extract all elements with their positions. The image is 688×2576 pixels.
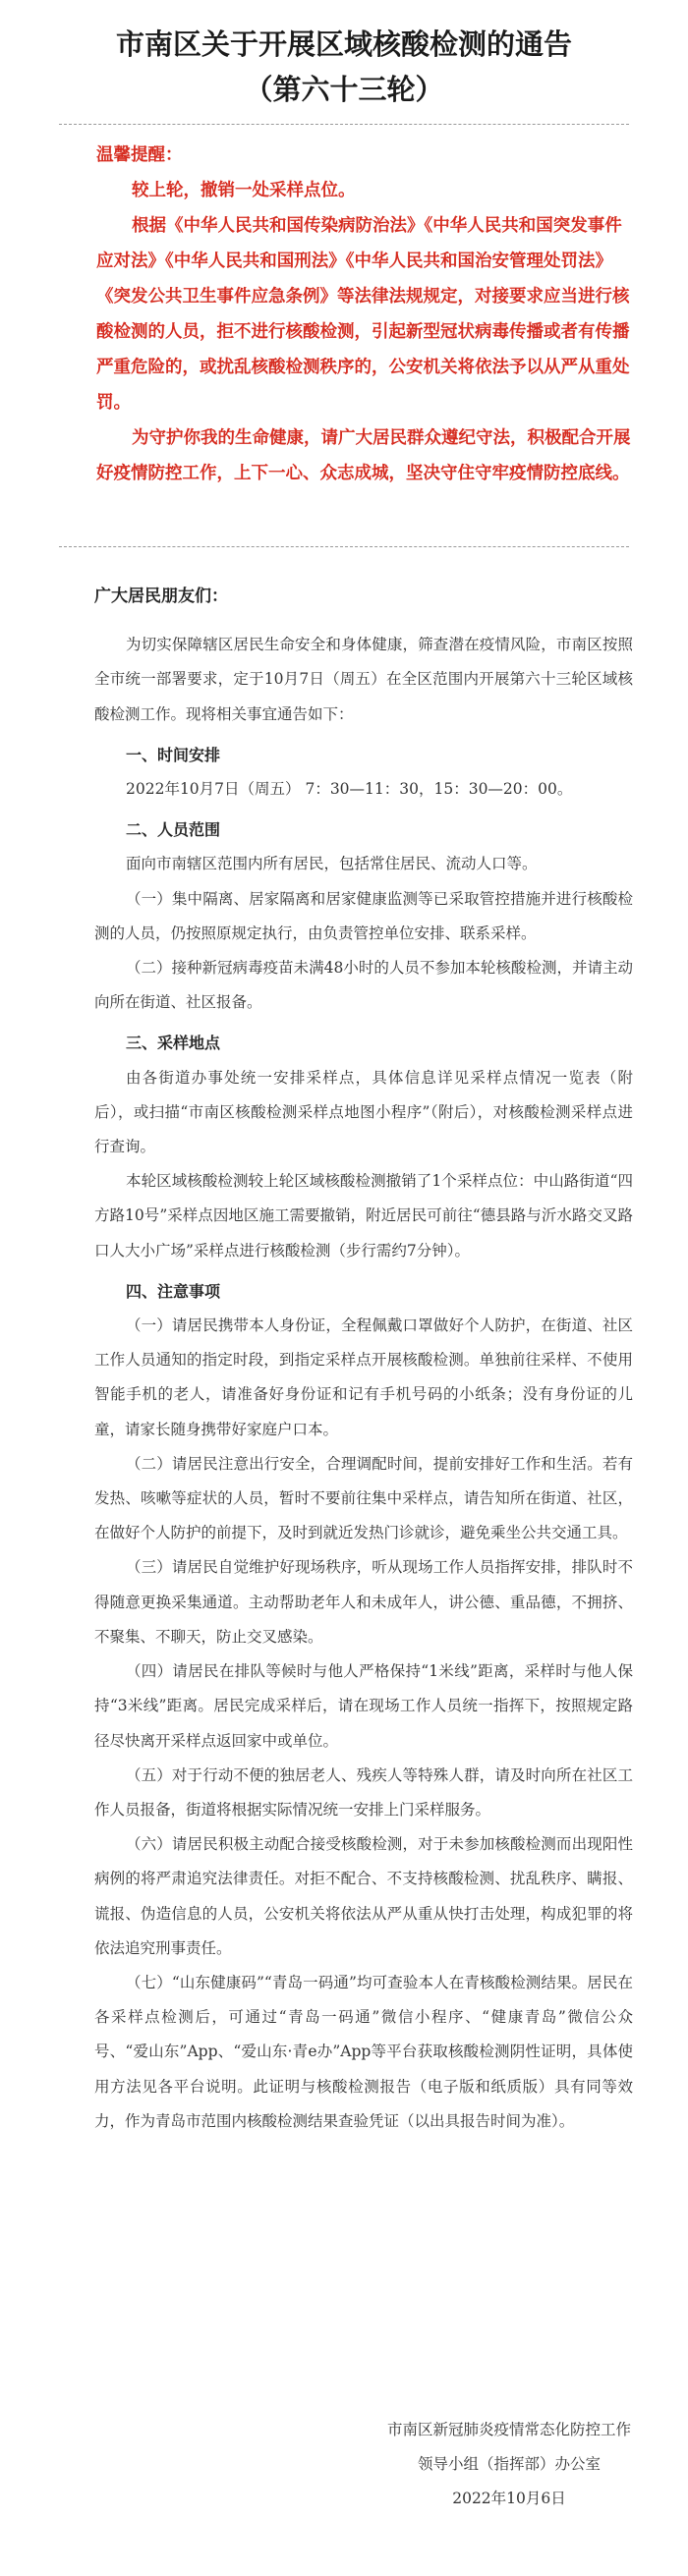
notes-item-3: （三）请居民自觉维护好现场秩序，听从现场工作人员指挥安排，排队时不得随意更换采集通道。主动帮助老年人和未成年人，讲公德、重品德，不拥挤、不聚集、不聊天，防止交叉感染。 <box>94 1558 633 1646</box>
notes-item-6: （六）请居民积极主动配合接受核酸检测，对于未参加核酸检测而出现阳性病例的将严肃追究法律责任。对拒不配合、不支持核酸检测、扰乱秩序、瞒报、谎报、伪造信息的人员，公安机关将依法从严从重从快打击处理，构成犯罪的将依法追究刑事责任。 <box>94 1835 633 1957</box>
reminder-p1: 较上轮，撤销一处采样点位。 <box>132 181 356 200</box>
notes-item-4: （四）请居民在排队等候时与他人严格保持“1米线”距离，采样时与他人保持“3米线”距离。居民完成采样后，请在现场工作人员统一指挥下，按照规定路径尽快离开采样点返回家中或单位。 <box>94 1662 633 1750</box>
notes-item-2: （二）请居民注意出行安全，合理调配时间，提前安排好工作和生活。若有发热、咳嗽等症状的人员，暂时不要前往集中采样点，请告知所在街道、社区，在做好个人防护的前提下，及时到就近发热门诊就诊，避免乘坐公共交通工具。 <box>94 1454 633 1542</box>
signature-org-line-2: 领导小组（指挥部）办公室 <box>417 2455 601 2473</box>
section-people-title: 二、人员范围 <box>126 820 221 840</box>
warm-reminder <box>96 138 632 491</box>
signature-org-line-1: 市南区新冠肺炎疫情常态化防控工作 <box>386 2421 631 2438</box>
section-time-title: 一、时间安排 <box>126 745 221 764</box>
section-people-p2: （二）接种新冠病毒疫苗未满48小时的人员不参加本轮核酸检测，并请主动向所在街道、社区报备。 <box>94 959 633 1012</box>
reminder-p2: 根据《中华人民共和国传染病防治法》《中华人民共和国突发事件应对法》《中华人民共和国刑法》《中华人民共和国治安管理处罚法》《突发公共卫生事件应急条例》等法律法规规定，对接要求应当进行核酸检测的人员，拒不进行核酸检测，引起新型冠状病毒传播或者有传播严重危险的，或扰乱核酸检测秩序的，公安机关将依法予以从严从重处罚。 <box>96 216 630 413</box>
notes-item-7: （七）“山东健康码”“青岛一码通”均可查验本人在青核酸检测结果。居民在各采样点检测后，可通过“青岛一码通”微信小程序、“健康青岛”微信公众号、“爱山东”App、“爱山东·青e办”App等平台获取核酸检测阴性证明，具体使用方法见各平台说明。此证明与核酸检测报告（电子版和纸质版）具有同等效力，作为青岛市范围内核酸检测结果查验凭证（以出具报告时间为准）。 <box>94 1973 633 2130</box>
section-people-p1: （一）集中隔离、居家隔离和居家健康监测等已采取管控措施并进行核酸检测的人员，仍按照原规定执行，由负责管控单位安排、联系采样。 <box>94 889 633 942</box>
reminder-heading: 温馨提醒： <box>96 145 183 165</box>
signature-date: 2022年10月6日 <box>452 2490 566 2507</box>
notice-body <box>94 580 633 2139</box>
intro-paragraph: 为切实保障辖区居民生命安全和身体健康，筛查潜在疫情风险，市南区按照全市统一部署要求，定于10月7日（周五）在全区范围内开展第六十三轮区域核酸检测工作。现将相关事宜通告如下： <box>94 636 633 723</box>
divider-top <box>59 124 629 125</box>
section-location-p2: 本轮区域核酸检测较上轮区域核酸检测撤销了1个采样点位：中山路街道“四方路10号”采样点因地区施工需要撤销，附近居民可前往“德县路与沂水路交叉路口人大小广场”采样点进行核酸检测（步行需约7分钟）。 <box>94 1172 633 1260</box>
section-location-p1: 由各街道办事处统一安排采样点，具体信息详见采样点情况一览表（附后），或扫描“市南区核酸检测采样点地图小程序”（附后），对核酸检测采样点进行查询。 <box>94 1068 633 1156</box>
title-line-2: （第六十三轮） <box>244 73 444 106</box>
section-location-title: 三、采样地点 <box>126 1034 221 1053</box>
section-time-text: 2022年10月7日（周五） 7：30—11：30，15：30—20：00。 <box>126 780 573 799</box>
page-title <box>0 22 688 112</box>
greeting: 广大居民朋友们： <box>94 587 228 606</box>
section-notes-title: 四、注意事项 <box>126 1281 221 1301</box>
reminder-p3: 为守护你我的生命健康，请广大居民群众遵纪守法，积极配合开展好疫情防控工作，上下一心、众志成城，坚决守住守牢疫情防控底线。 <box>96 428 631 483</box>
notes-item-5: （五）对于行动不便的独居老人、残疾人等特殊人群，请及时向所在社区工作人员报备，街道将根据实际情况统一安排上门采样服务。 <box>94 1765 633 1819</box>
divider-bottom <box>59 546 629 547</box>
notes-item-1: （一）请居民携带本人身份证，全程佩戴口罩做好个人防护，在街道、社区工作人员通知的指定时段，到指定采样点开展核酸检测。单独前往采样、不使用智能手机的老人，请准备好身份证和记有手机号码的小纸条；没有身份证的儿童，请家长随身携带好家庭户口本。 <box>94 1316 633 1438</box>
signature-block <box>387 2413 631 2516</box>
title-line-1: 市南区关于开展区域核酸检测的通告 <box>115 28 572 61</box>
section-people-text: 面向市南辖区范围内所有居民，包括常住居民、流动人口等。 <box>126 855 538 873</box>
